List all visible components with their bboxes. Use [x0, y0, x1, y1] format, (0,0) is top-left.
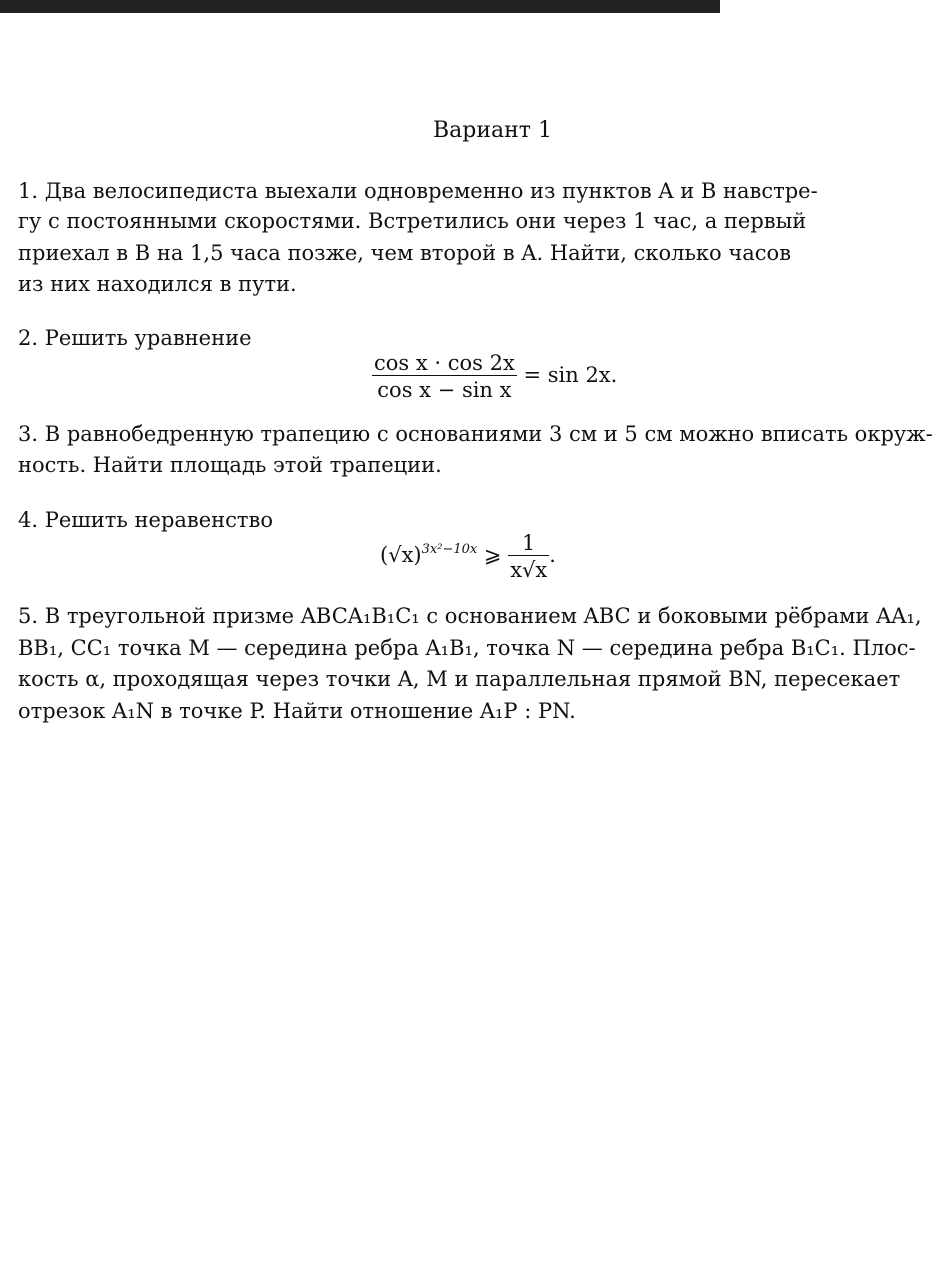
problem1-line3: приехал в B на 1,5 часа позже, чем второй в A. Найти, сколько часов	[18, 241, 792, 265]
document-page[interactable]	[0, 13, 933, 1280]
problem5-line2: BB₁, CC₁ точка M — середина ребра A₁B₁, точка N — середина ребра B₁C₁. Плос-	[18, 636, 916, 660]
problem1-line4: из них находился в пути.	[18, 272, 297, 296]
inequality-denominator: x√x	[508, 555, 549, 582]
inequality-end: .	[549, 543, 556, 567]
problem1-line1: 1. Два велосипедиста выехали одновременно из пунктов A и B навстре-	[18, 179, 818, 203]
inequality-numerator: 1	[522, 531, 536, 555]
equation	[372, 351, 617, 402]
problem3-line1: 3. В равнобедренную трапецию с основаниями 3 см и 5 см можно вписать окруж-	[18, 422, 933, 446]
problem5-line4: отрезок A₁N в точке P. Найти отношение A₁P : PN.	[18, 699, 576, 723]
inequality-exponent: 3x²−10x	[421, 542, 478, 557]
problem5-line3: кость α, проходящая через точки A, M и параллельная прямой BN, пересекает	[18, 667, 901, 691]
inequality-fraction	[508, 531, 549, 582]
problem5-line1: 5. В треугольной призме ABCA₁B₁C₁ с основанием ABC и боковыми рёбрами AA₁,	[18, 604, 922, 628]
inequality	[380, 531, 556, 582]
problem2-label: 2. Решить уравнение	[18, 326, 252, 350]
inequality-relation: ⩾	[483, 543, 502, 567]
status-bar	[0, 0, 720, 13]
equation-rhs: = sin 2x.	[523, 363, 618, 387]
equation-fraction	[372, 351, 517, 402]
problem4-label: 4. Решить неравенство	[18, 508, 273, 532]
equation-numerator: cos x · cos 2x	[374, 351, 515, 375]
variant-title: Вариант 1	[433, 118, 552, 143]
inequality-base: (√x)	[380, 543, 422, 567]
problem1-line2: гу с постоянными скоростями. Встретились они через 1 час, а первый	[18, 209, 807, 233]
equation-denominator: cos x − sin x	[372, 375, 517, 402]
problem3-line2: ность. Найти площадь этой трапеции.	[18, 453, 442, 477]
